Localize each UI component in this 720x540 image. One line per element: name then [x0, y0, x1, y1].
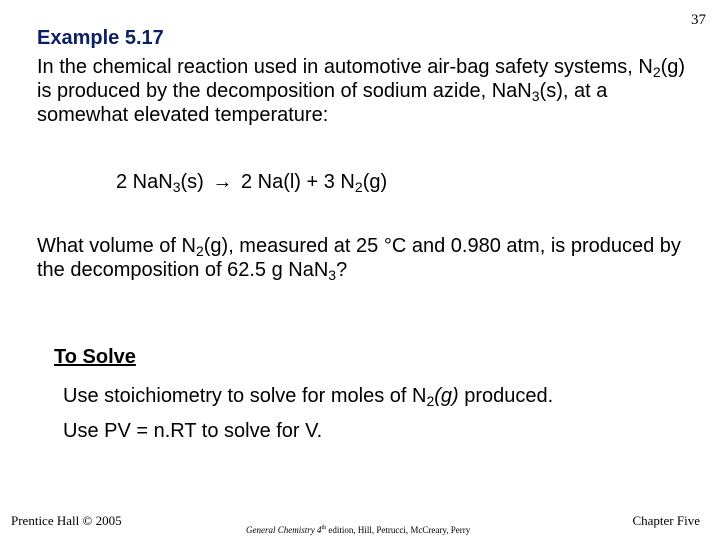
- intro-subscript-2: 3: [531, 88, 540, 104]
- step1-state: (g): [434, 385, 459, 407]
- equation-reactant-subscript: 3: [172, 179, 181, 195]
- footer-book-citation: [246, 525, 470, 535]
- intro-text-3: (s), at a somewhat elevated temperature:: [37, 80, 608, 126]
- right-arrow-icon: →: [212, 171, 233, 193]
- question-paragraph: [37, 234, 697, 282]
- footer-publisher: Prentice Hall © 2005: [11, 513, 122, 528]
- question-text-1: What volume of N: [37, 235, 196, 257]
- intro-paragraph: [37, 55, 687, 127]
- chemical-equation: [116, 171, 387, 194]
- footer-edition-sup: th: [321, 525, 327, 531]
- footer-chapter: Chapter Five: [632, 513, 700, 528]
- question-subscript-2: 3: [328, 267, 337, 283]
- question-text-3: ?: [336, 259, 348, 281]
- intro-subscript-1: 2: [652, 64, 661, 80]
- solve-step-2: Use PV = n.RT to solve for V.: [63, 420, 323, 442]
- question-subscript-1: 2: [195, 243, 204, 259]
- equation-reactant-state: (s): [180, 171, 204, 193]
- intro-text-1: In the chemical reaction used in automotive air-bag safety systems, N: [37, 56, 653, 78]
- footer-authors: edition, Hill, Petrucci, McCreary, Perry: [326, 525, 471, 535]
- equation-product-state: (g): [362, 171, 388, 193]
- step1-subscript: 2: [426, 393, 435, 409]
- example-title: Example 5.17: [37, 27, 164, 49]
- to-solve-heading: To Solve: [54, 346, 136, 368]
- question-text-2: (g), measured at 25 °C and 0.980 atm, is produced by the decomposition of 62.5 g NaN: [37, 235, 681, 281]
- footer-book-title: General Chemistry 4: [246, 525, 322, 535]
- intro-text-2: (g) is produced by the decomposition of sodium azide, Na: [37, 56, 686, 102]
- equation-product-subscript: 2: [354, 179, 363, 195]
- step1-text-end: produced.: [458, 385, 554, 407]
- page-number: 37: [691, 12, 706, 28]
- solve-step-1: [63, 385, 553, 408]
- equation-reactant: 2 NaN: [116, 171, 173, 193]
- intro-text-2b: N: [517, 80, 532, 102]
- step1-text: Use stoichiometry to solve for moles of N: [63, 385, 427, 407]
- equation-products: 2 Na(l) + 3 N: [240, 171, 355, 193]
